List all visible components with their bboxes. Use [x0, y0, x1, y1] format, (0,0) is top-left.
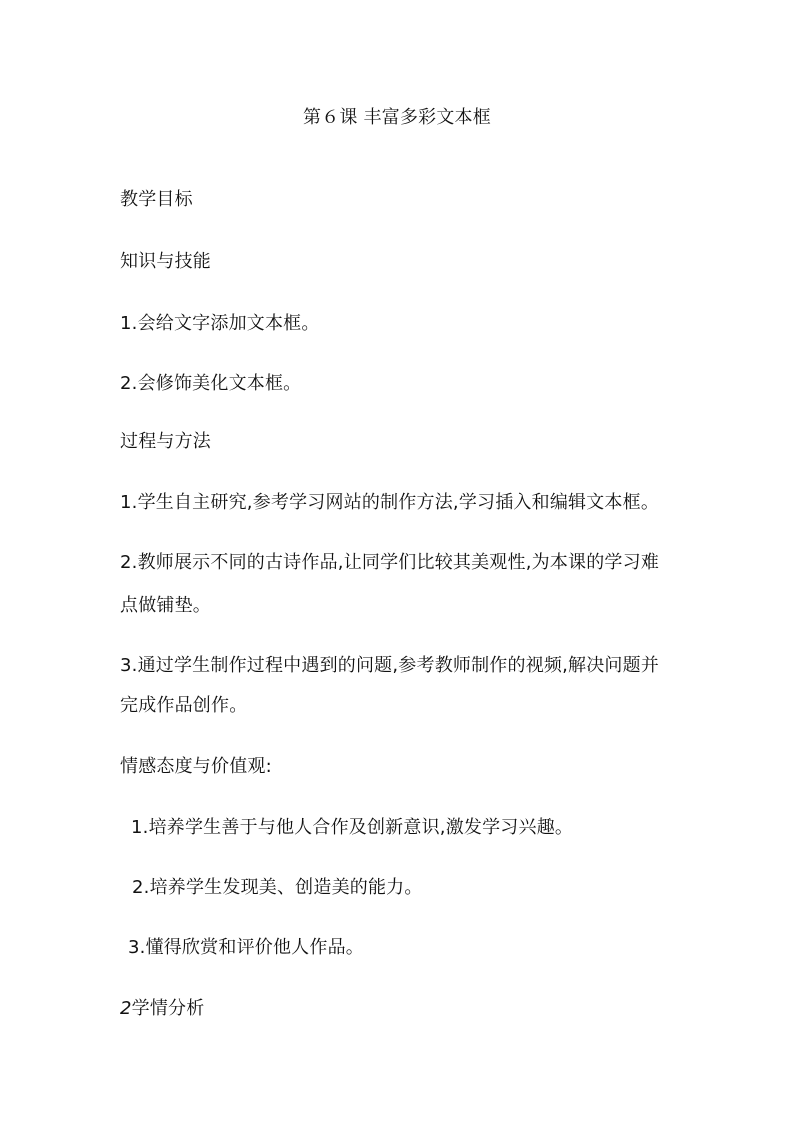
heading-emotion-values: 情感态度与价值观: [120, 756, 272, 777]
section-2-heading [120, 997, 204, 1021]
document-title: 第６课 丰富多彩文本框 [303, 107, 491, 128]
process-item-1: 1.学生自主研究,参考学习网站的制作方法,学习插入和编辑文本框。 [120, 492, 660, 513]
knowledge-item-2: 2.会修饰美化文本框。 [120, 373, 302, 394]
heading-process-methods: 过程与方法 [120, 431, 211, 452]
heading-teaching-objectives: 教学目标 [120, 189, 193, 210]
emotion-item-2: 2.培养学生发现美、创造美的能力。 [132, 877, 423, 898]
heading-knowledge-skills: 知识与技能 [120, 251, 211, 272]
process-item-2-line-1: 2.教师展示不同的古诗作品,让同学们比较其美观性,为本课的学习难 [120, 552, 660, 573]
section-2-label: 学情分析 [131, 998, 205, 1019]
process-item-3-line-2: 完成作品创作。 [120, 695, 248, 716]
process-item-3-line-1: 3.通过学生制作过程中遇到的问题,参考教师制作的视频,解决问题并 [120, 655, 660, 676]
emotion-item-1: 1.培养学生善于与他人合作及创新意识,激发学习兴趣。 [131, 817, 574, 838]
emotion-item-3: 3.懂得欣赏和评价他人作品。 [128, 937, 364, 958]
section-2-number: 2 [120, 998, 132, 1019]
process-item-2-line-2: 点做铺垫。 [120, 595, 211, 616]
knowledge-item-1: 1.会给文字添加文本框。 [120, 313, 320, 334]
